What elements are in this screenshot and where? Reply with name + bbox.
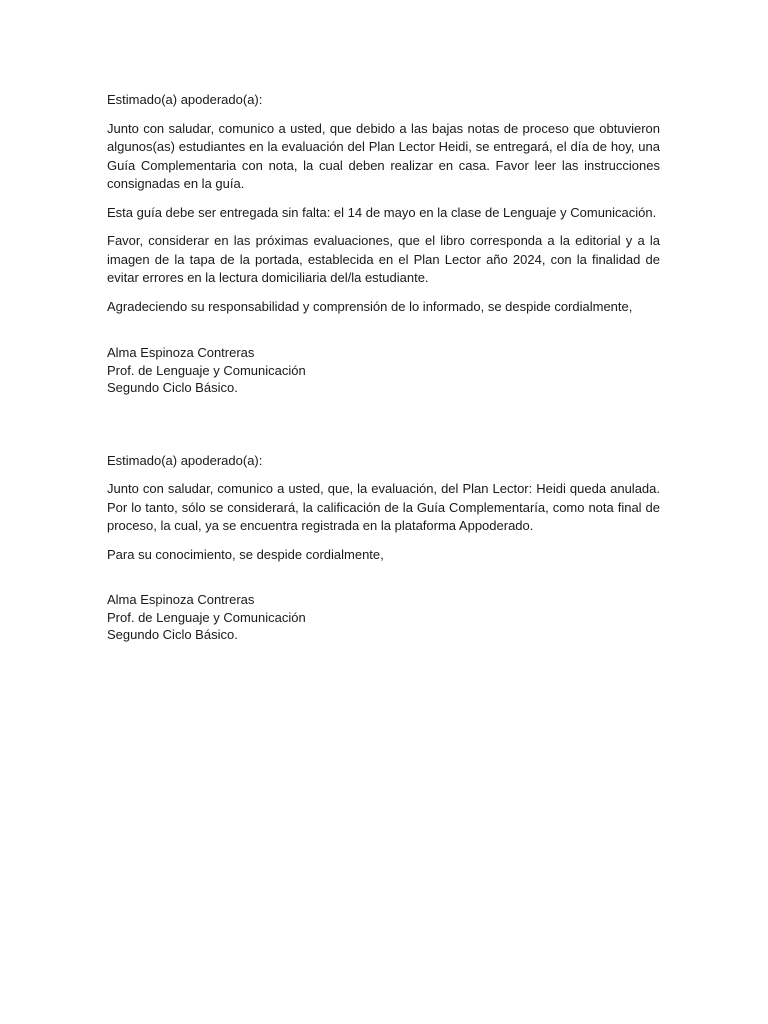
letter-first — [107, 91, 660, 397]
letter-greeting: Estimado(a) apoderado(a): — [107, 452, 263, 468]
letter-closing: Para su conocimiento, se despide cordialmente, — [107, 546, 384, 562]
signature-block — [107, 344, 660, 397]
letter-paragraph: Favor, considerar en las próximas evaluaciones, que el libro corresponda a la editorial y a la imagen de la tapa de la portada, establecida en el Plan Lector año 2024, con la finalidad de evitar errores en la lectura domiciliaria del/la estudiante. — [107, 233, 660, 285]
letter-paragraph: Esta guía debe ser entregada sin falta: el 14 de mayo en la clase de Lenguaje y Comunicación. — [107, 204, 657, 220]
signature-role: Prof. de Lenguaje y Comunicación — [107, 609, 306, 625]
signature-block — [107, 591, 660, 644]
signature-role: Prof. de Lenguaje y Comunicación — [107, 362, 306, 378]
letter-second — [107, 452, 660, 644]
signature-name: Alma Espinoza Contreras — [107, 345, 255, 360]
signature-name: Alma Espinoza Contreras — [107, 592, 255, 607]
letter-closing: Agradeciendo su responsabilidad y comprensión de lo informado, se despide cordialmente, — [107, 298, 633, 314]
signature-cycle: Segundo Ciclo Básico. — [107, 380, 238, 395]
letter-paragraph: Junto con saludar, comunico a usted, que debido a las bajas notas de proceso que obtuvieron algunos(as) estudiantes en la evaluación del Plan Lector Heidi, se entregará, el día de hoy, una Guía Complementaria con nota, la cual deben realizar en casa. Favor leer las instrucciones consignadas en la guía. — [107, 120, 660, 191]
document-page — [107, 91, 660, 644]
letter-paragraph: Junto con saludar, comunico a usted, que, la evaluación, del Plan Lector: Heidi queda anulada. Por lo tanto, sólo se considerará, la calificación de la Guía Complementaría, como nota final de proceso, la cual, ya se encuentra registrada en la plataforma Appoderado. — [107, 481, 660, 533]
letter-greeting: Estimado(a) apoderado(a): — [107, 92, 263, 107]
signature-cycle: Segundo Ciclo Básico. — [107, 627, 238, 642]
